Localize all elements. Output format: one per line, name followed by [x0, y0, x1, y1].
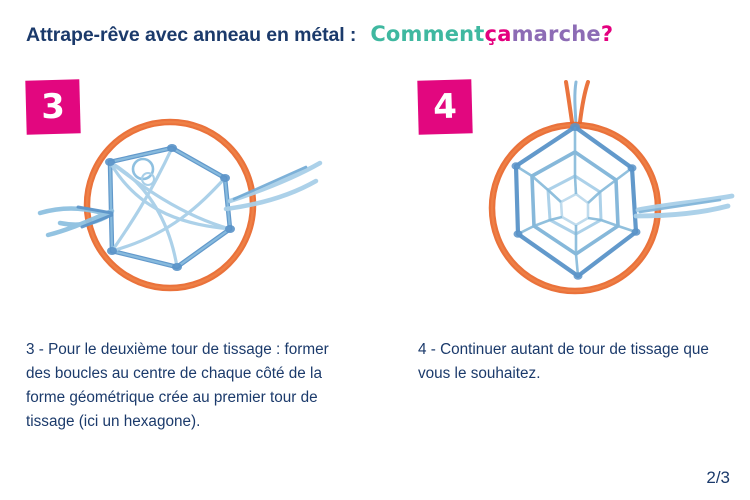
- step-badge-4: 4: [417, 79, 472, 134]
- step-caption-3: 3 - Pour le deuxième tour de tissage : former des boucles au centre de chaque côté de la forme géométrique crée au premier tour de tissage (ici un hexagone).: [26, 341, 329, 430]
- step-caption-4: 4 - Continuer autant de tour de tissage que vous le souhaitez.: [418, 341, 709, 382]
- dreamcatcher-step-4-illustration: [420, 80, 740, 320]
- step-badge-3: 3: [25, 79, 80, 134]
- brand-part-ca: ça: [484, 22, 512, 46]
- header: [26, 22, 613, 47]
- brand-part-marche: marche: [511, 22, 601, 46]
- page-title: Attrape-rêve avec anneau en métal :: [26, 24, 357, 46]
- brand-part-question: ?: [600, 22, 614, 46]
- brand-logo: [370, 22, 613, 46]
- dreamcatcher-step-3-illustration: [20, 105, 360, 320]
- page-number: 2/3: [706, 468, 730, 487]
- brand-part-comment: Comment: [370, 22, 485, 46]
